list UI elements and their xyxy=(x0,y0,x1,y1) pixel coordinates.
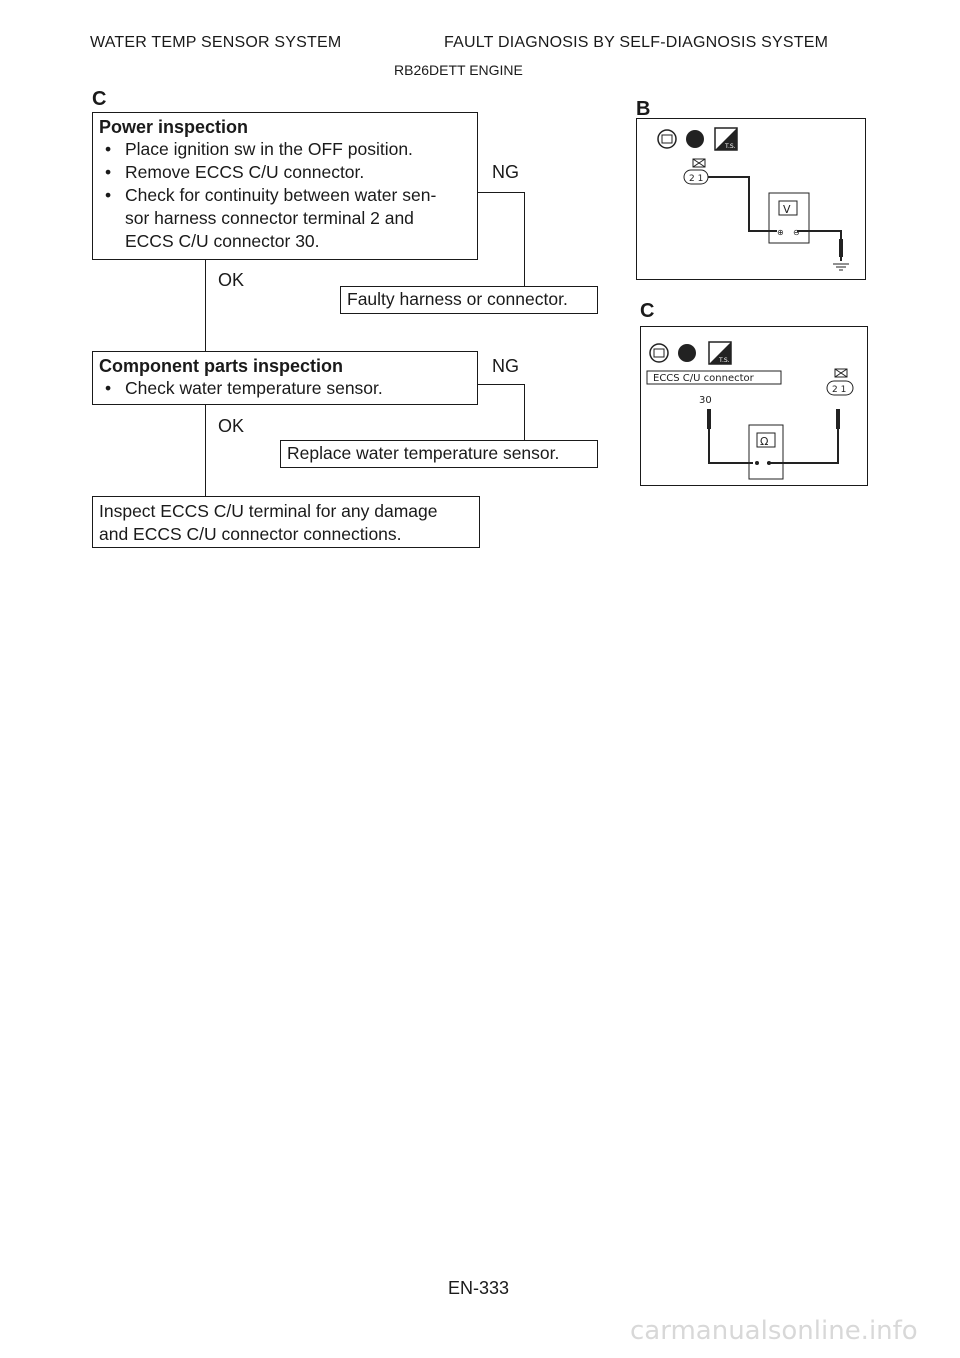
diagram-b-connector-pins: 2 1 xyxy=(689,174,704,184)
power-inspection-line-1: • Place ignition sw in the OFF position. xyxy=(99,138,477,161)
sensor-connector-icon xyxy=(827,369,853,395)
step2-ng-connector-h xyxy=(478,384,525,385)
header-subtitle: RB26DETT ENGINE xyxy=(394,62,523,78)
diagram-b-meter-symbol: V xyxy=(783,203,791,216)
step2-ok-connector xyxy=(205,405,206,497)
diagram-b-panel xyxy=(636,118,866,280)
diagram-c-connector-pins: 2 1 xyxy=(832,385,847,395)
component-inspection-box xyxy=(92,351,478,405)
page-number: EN-333 xyxy=(448,1278,510,1298)
diagram-c-terminal: 30 xyxy=(699,395,712,406)
header-right-title: FAULT DIAGNOSIS BY SELF-DIAGNOSIS SYSTEM xyxy=(444,34,829,51)
power-inspection-box xyxy=(92,112,478,260)
faulty-harness-result-box: Faulty harness or connector. xyxy=(340,286,598,314)
step2-ok-label: OK xyxy=(218,416,245,436)
power-inspection-line-5: ECCS C/U connector 30. xyxy=(125,231,320,251)
svg-text:T.S.: T.S. xyxy=(719,357,730,364)
step1-ng-connector-v xyxy=(524,192,525,286)
ecu-connector-label xyxy=(647,371,781,384)
tester-icon xyxy=(715,128,737,150)
diagram-b-letter: B xyxy=(636,98,651,120)
step1-ok-connector xyxy=(205,260,206,352)
step1-ng-connector-h xyxy=(478,192,525,193)
diagram-b-svg xyxy=(637,119,867,281)
diagram-c-svg xyxy=(641,327,869,487)
tester-icon xyxy=(709,342,731,364)
connector-disconnect-icon xyxy=(686,130,704,148)
svg-text:T.S.: T.S. xyxy=(725,143,736,150)
step1-ok-label: OK xyxy=(218,270,245,290)
watermark: carmanualsonline.info xyxy=(630,1316,918,1346)
diagram-b-plus: ⊕ xyxy=(777,228,784,237)
component-inspection-title: Component parts inspection xyxy=(99,356,344,376)
step2-ng-connector-v xyxy=(524,384,525,440)
step1-ng-label: NG xyxy=(492,162,519,182)
flowchart-section-letter: C xyxy=(92,88,107,110)
connector-disconnect-icon xyxy=(678,344,696,362)
ground-icon xyxy=(833,264,849,270)
power-inspection-line-4: sor harness connector terminal 2 and xyxy=(125,208,414,228)
diagram-c-meter-symbol: Ω xyxy=(760,435,769,448)
replace-sensor-result-box: Replace water temperature sensor. xyxy=(280,440,598,468)
power-inspection-line-2: • Remove ECCS C/U connector. xyxy=(99,161,477,184)
header-left-title: WATER TEMP SENSOR SYSTEM xyxy=(90,34,342,51)
component-inspection-line-1: • Check water temperature sensor. xyxy=(99,377,477,400)
step2-ng-label: NG xyxy=(492,356,519,376)
ignition-key-icon xyxy=(658,130,676,148)
inspect-terminal-line-1: Inspect ECCS C/U terminal for any damage xyxy=(99,501,438,521)
diagram-b-minus: ⊖ xyxy=(793,228,800,237)
diagram-c-ecu-label: ECCS C/U connector xyxy=(653,373,754,384)
ohmmeter-icon xyxy=(749,425,783,479)
inspect-terminal-line-2: and ECCS C/U connector connections. xyxy=(99,524,402,544)
diagram-c-letter: C xyxy=(640,300,655,322)
inspect-terminal-box xyxy=(92,496,480,548)
sensor-connector-icon xyxy=(684,159,708,184)
voltmeter-icon xyxy=(769,193,809,243)
diagram-c-panel xyxy=(640,326,868,486)
ignition-key-icon xyxy=(650,344,668,362)
power-inspection-line-3: • Check for continuity between water sen- xyxy=(99,184,477,207)
power-inspection-title: Power inspection xyxy=(99,117,249,137)
